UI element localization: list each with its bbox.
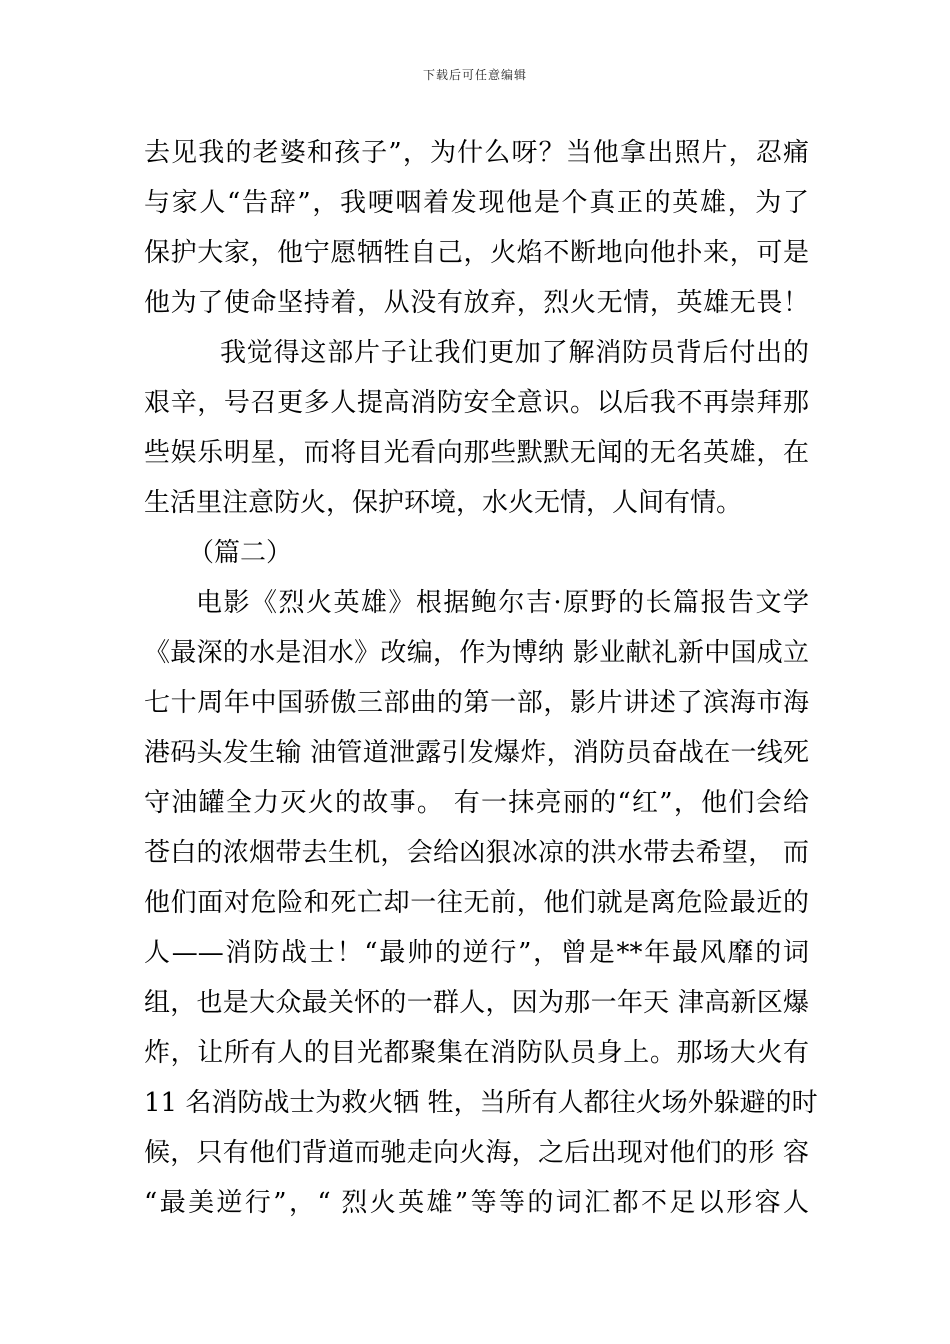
- text-line: “最美逆行”，“ 烈火英雄”等等的词汇都不足以形容人: [144, 1188, 809, 1218]
- text-line: 港码头发生输 油管道泄露引发爆炸，消防员奋战在一线死: [144, 738, 809, 768]
- text-line: 他为了使命坚持着，从没有放弃，烈火无情，英雄无畏！: [144, 288, 809, 318]
- paragraph-start-line: 电影《烈火英雄》根据鲍尔吉·原野的长篇报告文学: [196, 588, 809, 618]
- document-body: [144, 128, 818, 1228]
- section-heading: （篇二）: [188, 538, 293, 568]
- text-line: 人——消防战士！“最帅的逆行”，曾是**年最风靡的词: [144, 938, 809, 968]
- paragraph-start-line: 我觉得这部片子让我们更加了解消防员背后付出的: [220, 338, 809, 368]
- text-line: 组，也是大众最关怀的一群人，因为那一年天 津高新区爆: [144, 988, 809, 1018]
- text-line: 他们面对危险和死亡却一往无前，他们就是离危险最近的: [144, 888, 809, 918]
- text-line: 与家人“告辞”，我哽咽着发现他是个真正的英雄，为了: [144, 188, 809, 218]
- text-line: 炸，让所有人的目光都聚集在消防队员身上。那场大火有: [144, 1038, 809, 1068]
- page-header: 下载后可任意编辑: [422, 68, 527, 82]
- text-line: 艰辛，号召更多人提高消防安全意识。以后我不再崇拜那: [144, 388, 809, 418]
- text-line: 11 名消防战士为救火牺 牲，当所有人都往火场外躲避的时: [144, 1088, 818, 1118]
- text-line: 《最深的水是泪水》改编，作为博纳 影业献礼新中国成立: [144, 638, 809, 668]
- text-line: 候，只有他们背道而驰走向火海，之后出现对他们的形 容: [144, 1138, 809, 1168]
- text-line: 些娱乐明星，而将目光看向那些默默无闻的无名英雄，在: [144, 438, 809, 468]
- text-line: 生活里注意防火，保护环境，水火无情，人间有情。: [144, 488, 743, 518]
- text-line: 七十周年中国骄傲三部曲的第一部，影片讲述了滨海市海: [144, 688, 809, 718]
- text-line: 保护大家，他宁愿牺牲自己，火焰不断地向他扑来，可是: [144, 238, 809, 268]
- text-line: 守油罐全力灭火的故事。 有一抹亮丽的“红”，他们会给: [144, 788, 809, 818]
- text-line: 苍白的浓烟带去生机，会给凶狠冰凉的洪水带去希望， 而: [144, 838, 809, 868]
- text-line: 去见我的老婆和孩子”，为什么呀？当他拿出照片，忍痛: [144, 138, 809, 168]
